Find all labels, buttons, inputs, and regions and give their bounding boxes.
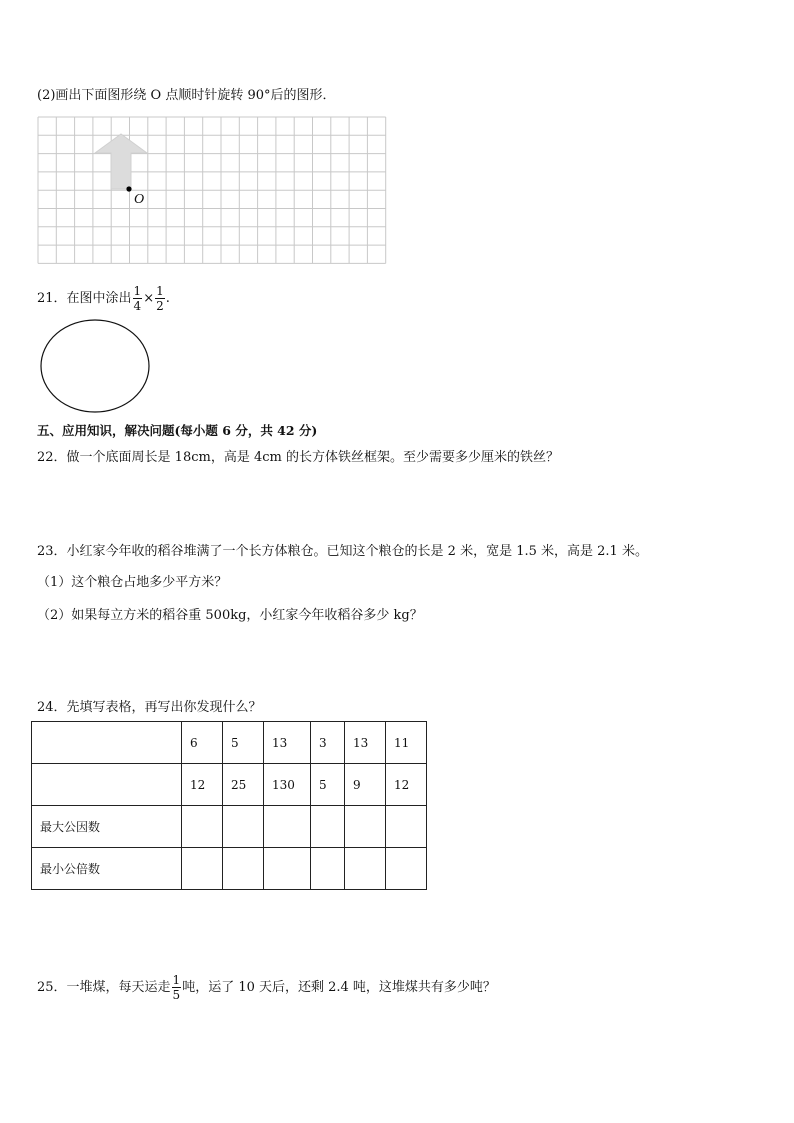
table-cell: 13: [264, 722, 311, 764]
section5-heading: 五、应用知识，解决问题(每小题 6 分，共 42 分): [37, 423, 318, 438]
q23-part1: （1）这个粮仓占地多少平方米？: [37, 575, 228, 590]
answer-cell[interactable]: [386, 848, 427, 890]
answer-cell[interactable]: [223, 806, 264, 848]
q24-stem: 24．先填写表格，再写出你发现什么？: [37, 700, 262, 715]
answer-cell[interactable]: [345, 848, 386, 890]
q20-part2-text: (2)画出下面图形绕 O 点顺时针旋转 90°后的图形．: [37, 88, 336, 103]
q25-question: [37, 974, 496, 1001]
rotation-grid-figure: [37, 116, 389, 266]
table-cell: [32, 764, 182, 806]
table-cell: 5: [311, 764, 345, 806]
table-cell: [32, 722, 182, 764]
table-cell: 130: [264, 764, 311, 806]
q21-suffix: .: [165, 291, 170, 306]
fraction-one-fifth: [172, 974, 182, 1001]
circle-figure: [38, 318, 154, 416]
table-cell: 13: [345, 722, 386, 764]
times-sign: ×: [143, 291, 155, 306]
table-cell: 5: [223, 722, 264, 764]
answer-cell[interactable]: [311, 806, 345, 848]
table-cell: 6: [182, 722, 223, 764]
q23-stem: 23．小红家今年收的稻谷堆满了一个长方体粮仓。已知这个粮仓的长是 2 米，宽是 1.5 米，高是 2.1 米。: [37, 544, 648, 559]
fraction-numerator: 1: [133, 284, 142, 298]
q23-part2: （2）如果每立方米的稻谷重 500kg，小红家今年收稻谷多少 kg？: [37, 608, 423, 623]
fraction-one-quarter: [133, 285, 143, 312]
table-cell: 9: [345, 764, 386, 806]
q25-suffix: 吨，运了 10 天后，还剩 2.4 吨，这堆煤共有多少吨？: [182, 980, 496, 995]
table-cell: 11: [386, 722, 427, 764]
fraction-numerator: 1: [172, 973, 181, 987]
fraction-denominator: 5: [172, 988, 181, 1002]
q21-question: [37, 285, 170, 312]
table-row: [32, 806, 427, 848]
square-grid: [38, 117, 386, 263]
table-cell: 12: [182, 764, 223, 806]
answer-cell[interactable]: [182, 848, 223, 890]
gcd-lcm-table: [31, 721, 427, 890]
answer-cell[interactable]: [345, 806, 386, 848]
q22-text: 22．做一个底面周长是 18cm，高是 4cm 的长方体铁丝框架。至少需要多少厘米的铁丝？: [37, 450, 559, 465]
table-cell: 12: [386, 764, 427, 806]
table-row-label: 最大公因数: [32, 806, 182, 848]
answer-cell[interactable]: [264, 806, 311, 848]
answer-cell[interactable]: [182, 806, 223, 848]
fraction-denominator: 4: [133, 299, 142, 313]
q25-prefix: 25．一堆煤，每天运走: [37, 980, 171, 995]
answer-cell[interactable]: [386, 806, 427, 848]
table-cell: 25: [223, 764, 264, 806]
answer-cell[interactable]: [264, 848, 311, 890]
table-row: [32, 722, 427, 764]
answer-cell[interactable]: [223, 848, 264, 890]
center-point-o: [126, 186, 131, 191]
table-row-label: 最小公倍数: [32, 848, 182, 890]
table-row: [32, 848, 427, 890]
table-row: [32, 764, 427, 806]
center-point-o-label: O: [134, 192, 145, 207]
table-cell: 3: [311, 722, 345, 764]
arrow-shape: [95, 134, 147, 189]
fraction-numerator: 1: [156, 284, 164, 298]
q21-prefix: 21．在图中涂出: [37, 291, 132, 306]
answer-cell[interactable]: [311, 848, 345, 890]
fraction-denominator: 2: [156, 299, 164, 313]
fraction-one-half: [155, 285, 165, 312]
